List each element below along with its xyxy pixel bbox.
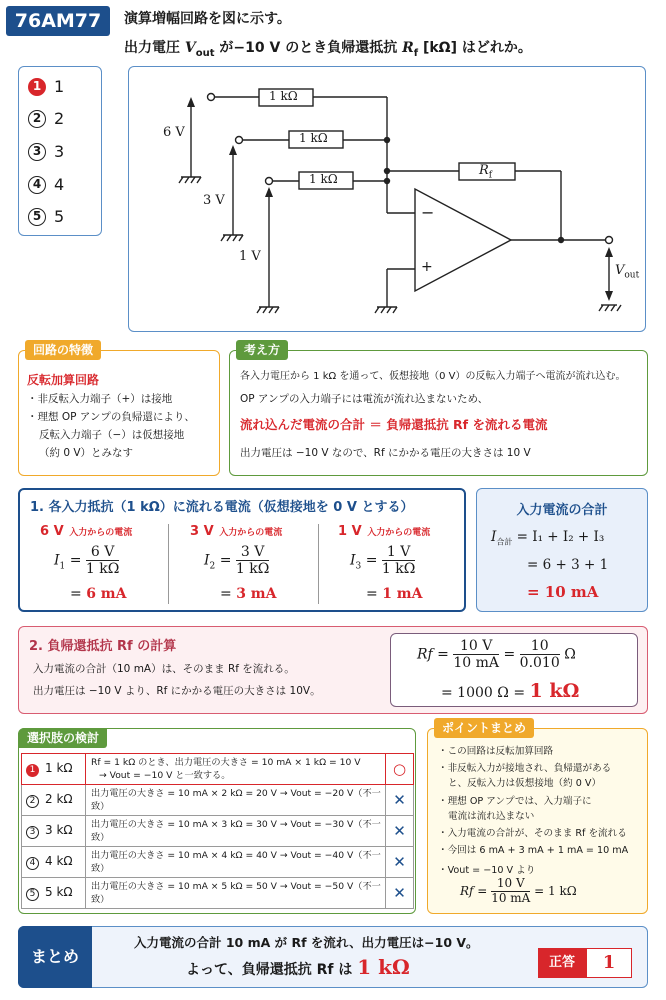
- resistor-r1-label: 1 kΩ: [269, 89, 298, 103]
- choice-number: 1: [26, 764, 39, 777]
- current-sum-result: = 10 mA: [527, 583, 599, 601]
- key-points-tag: ポイントまとめ: [434, 718, 534, 738]
- head-text: 入力からの電流: [367, 528, 431, 538]
- row-choice: [22, 878, 86, 909]
- eq-unit: Ω: [564, 646, 576, 663]
- eq-subscript: 1: [59, 561, 66, 572]
- row-value: 1 kΩ: [45, 761, 73, 775]
- summary-answer-value: 1 kΩ: [357, 955, 410, 979]
- choice-3[interactable]: [28, 142, 64, 161]
- row-explanation: 出力電圧の大きさ = 10 mA × 3 kΩ = 30 V → Vout = −30 V（不一致）: [86, 816, 386, 847]
- approach-line-4: 出力電圧は −10 V なので、Rf にかかる電圧の大きさは 10 V: [240, 447, 531, 459]
- resistor-r2-label: 1 kΩ: [299, 131, 328, 145]
- point-line-8: ・Vout = −10 V より: [438, 865, 536, 876]
- eq-symbol: I: [350, 552, 356, 569]
- answer-label: 正答: [538, 948, 586, 978]
- section-2-line-1: 入力電流の合計（10 mA）は、そのまま Rf を流れる。: [33, 663, 295, 675]
- source-6v-label: 6 V: [163, 125, 185, 140]
- incorrect-mark: ✕: [386, 816, 414, 847]
- feedback-result: 1 kΩ: [529, 680, 580, 702]
- result-value: 3 mA: [236, 586, 277, 602]
- vout-label: [615, 263, 639, 281]
- sum-symbol: I: [491, 529, 497, 545]
- row-choice: [22, 847, 86, 878]
- current-col-2-head: [190, 520, 282, 539]
- current-col-2-result: = 3 mA: [220, 586, 277, 602]
- choice-1[interactable]: [28, 77, 64, 96]
- resistor-r3-label: 1 kΩ: [309, 172, 338, 186]
- table-row: [22, 785, 414, 816]
- sum-subscript: 合計: [496, 537, 513, 547]
- choice-number: 4: [28, 176, 46, 194]
- table-row: [22, 847, 414, 878]
- eq-numerator: 10 V: [491, 877, 530, 892]
- choice-number: 1: [28, 78, 46, 96]
- sum-expression: = I₁ + I₂ + I₃: [512, 529, 605, 545]
- eq-symbol: I: [204, 552, 210, 569]
- eq-denominator: 10 mA: [491, 890, 531, 905]
- question-id-badge: 76AM77: [6, 6, 110, 36]
- section-1-currents: [18, 488, 466, 612]
- rf-subscript: f: [488, 170, 493, 181]
- current-sum-line-2: = 6 + 3 + 1: [527, 557, 609, 573]
- eq-fraction: [236, 544, 269, 577]
- row-value: 4 kΩ: [45, 854, 73, 868]
- rf-subscript: f: [413, 47, 419, 59]
- row-value: 2 kΩ: [45, 792, 73, 806]
- column-divider: [318, 524, 319, 604]
- eq-result-text: = 1000 Ω =: [441, 685, 526, 701]
- eq-subscript: 3: [355, 561, 362, 572]
- point-equation: [460, 877, 577, 906]
- row-text-2: → Vout = −10 V と一致する。: [99, 770, 231, 781]
- point-eq-rhs: = 1 kΩ: [534, 883, 577, 898]
- row-explanation: [86, 754, 386, 785]
- eq-denominator: 1 kΩ: [235, 561, 270, 578]
- features-line-1: ・非反転入力端子（+）は接地: [27, 393, 173, 405]
- choice-number: 3: [26, 826, 39, 839]
- head-voltage: 3 V: [190, 524, 214, 539]
- point-line-5: 電流は流れ込まない: [448, 811, 535, 822]
- eq-fraction-2: [520, 638, 560, 671]
- choice-number: 4: [26, 857, 39, 870]
- current-sum-box: [476, 488, 648, 612]
- current-col-1: [20, 518, 168, 610]
- eq-numerator: 3 V: [236, 544, 269, 561]
- row-choice: [22, 754, 86, 785]
- result-value: 1 mA: [382, 586, 423, 602]
- feedback-eq-line-1: Rf = $\frac{10 V}{10 mA}$ = $\frac{10}{0.010}$ Ω: [417, 638, 576, 672]
- approach-line-1: 各入力電圧から 1 kΩ を通って、仮想接地（0 V）の反転入力端子へ電流が流れ込む。: [240, 371, 626, 382]
- section-2-title: 2. 負帰還抵抗 Rf の計算: [29, 639, 177, 654]
- point-eq-lhs: Rf =: [460, 883, 488, 898]
- row-choice: [22, 816, 86, 847]
- eq-symbol: I: [54, 552, 60, 569]
- choice-label: 3: [54, 142, 65, 161]
- feedback-equation-box: [390, 633, 638, 707]
- point-line-3: と、反転入力は仮想接地（約 0 V）: [448, 778, 602, 789]
- row-explanation: 出力電圧の大きさ = 10 mA × 2 kΩ = 20 V → Vout = −20 V（不一致）: [86, 785, 386, 816]
- eq-numerator: 6 V: [86, 544, 119, 561]
- review-table: [21, 753, 414, 909]
- current-sum-line-1: [491, 529, 604, 548]
- question-text-c: [kΩ] はどれか。: [418, 40, 532, 56]
- head-voltage: 1 V: [338, 524, 362, 539]
- eq-denominator: 1 kΩ: [381, 561, 416, 578]
- eq-lhs: Rf =: [417, 646, 449, 663]
- point-eq-fraction: [491, 877, 530, 906]
- point-line-4: ・理想 OP アンプでは、入力端子に: [438, 796, 592, 807]
- review-tag: 選択肢の検討: [19, 728, 107, 748]
- choice-label: 5: [54, 207, 65, 226]
- features-line-2: ・理想 OP アンプの負帰還により、: [27, 411, 195, 423]
- vout-subscript: out: [624, 270, 640, 281]
- current-col-1-head: [40, 520, 132, 539]
- table-row: [22, 754, 414, 785]
- approach-key-line: 流れ込んだ電流の合計 ＝ 負帰還抵抗 Rf を流れる電流: [240, 417, 548, 432]
- rf-label: [479, 163, 492, 181]
- eq-fraction: [382, 544, 415, 577]
- key-points-box: [427, 721, 648, 914]
- choice-number: 2: [26, 795, 39, 808]
- current-col-1-eq: $I_1$ = $\frac{6 V}{1 k\Omega}$: [54, 544, 120, 578]
- eq-denominator: 0.010: [519, 655, 560, 672]
- row-choice: [22, 785, 86, 816]
- eq-numerator: 10: [520, 638, 560, 655]
- current-col-1-result: = 6 mA: [70, 586, 127, 602]
- approach-tag: 考え方: [236, 340, 288, 360]
- question-line-1: 演算増幅回路を図に示す。: [124, 11, 291, 27]
- point-line-2: ・非反転入力が接地され、負帰還がある: [438, 763, 612, 774]
- summary-tag: まとめ: [18, 926, 92, 988]
- current-sum-title: 入力電流の合計: [516, 503, 608, 518]
- result-value: 6 mA: [86, 586, 127, 602]
- features-tag: 回路の特徴: [25, 340, 101, 360]
- approach-line-2: OP アンプの入力端子には電流が流れ込まないため、: [240, 393, 489, 405]
- head-voltage: 6 V: [40, 524, 64, 539]
- row-text-1: Rf = 1 kΩ のとき、出力電圧の大きさ = 10 mA × 1 kΩ = 10 V: [91, 757, 361, 768]
- feedback-eq-line-2: [441, 680, 579, 702]
- eq-denominator: 10 mA: [453, 655, 500, 672]
- question-line-2: [124, 37, 532, 59]
- vout-symbol: V: [184, 40, 196, 56]
- point-line-6: ・入力電流の合計が、そのまま Rf を流れる: [438, 828, 627, 839]
- eq-subscript: 2: [209, 561, 216, 572]
- choice-number: 5: [26, 888, 39, 901]
- incorrect-mark: ✕: [386, 878, 414, 909]
- answer-value: 1: [586, 948, 632, 978]
- table-row: [22, 878, 414, 909]
- eq-numerator: 1 V: [382, 544, 415, 561]
- eq-numerator: 10 V: [453, 638, 499, 655]
- circuit-diagram: [128, 66, 646, 332]
- eq-fraction: [86, 544, 119, 577]
- current-col-3-eq: $I_3$ = $\frac{1 V}{1 k\Omega}$: [350, 544, 416, 578]
- choice-review-box: [18, 728, 416, 914]
- opamp-plus-sign: +: [421, 259, 433, 275]
- table-row: [22, 816, 414, 847]
- summary-line-1: 入力電流の合計 10 mA が Rf を流れ、出力電圧は−10 V。: [134, 935, 479, 950]
- incorrect-mark: ✕: [386, 785, 414, 816]
- section-1-title: 1. 各入力抵抗（1 kΩ）に流れる電流（仮想接地を 0 V とする）: [30, 500, 414, 515]
- choice-label: 2: [54, 109, 65, 128]
- choice-4[interactable]: [28, 175, 64, 194]
- current-col-3-head: [338, 520, 430, 539]
- choice-number: 3: [28, 143, 46, 161]
- head-text: 入力からの電流: [219, 528, 283, 538]
- section-2-line-2: 出力電圧は −10 V より、Rf にかかる電圧の大きさは 10V。: [33, 685, 321, 697]
- features-line-3: 反転入力端子（−）は仮想接地: [39, 429, 185, 441]
- row-value: 3 kΩ: [45, 823, 73, 837]
- features-title: 反転加算回路: [27, 373, 100, 387]
- features-box: [18, 343, 220, 476]
- point-line-1: ・この回路は反転加算回路: [438, 746, 554, 757]
- choice-number: 2: [28, 110, 46, 128]
- current-col-2-eq: $I_2$ = $\frac{3 V}{1 k\Omega}$: [204, 544, 270, 578]
- question-text-a: 出力電圧: [124, 40, 185, 56]
- column-divider: [168, 524, 169, 604]
- opamp-minus-sign: −: [421, 203, 435, 222]
- incorrect-mark: ✕: [386, 847, 414, 878]
- choice-2[interactable]: [28, 109, 64, 128]
- row-explanation: 出力電圧の大きさ = 10 mA × 4 kΩ = 40 V → Vout = −40 V（不一致）: [86, 847, 386, 878]
- features-line-4: （約 0 V）とみなす: [39, 447, 134, 459]
- eq-denominator: 1 kΩ: [85, 561, 120, 578]
- source-3v-label: 3 V: [203, 193, 225, 208]
- head-text: 入力からの電流: [69, 528, 133, 538]
- question-text-b: が−10 V のとき負帰還抵抗: [214, 40, 403, 56]
- choice-label: 1: [54, 77, 65, 96]
- rf-symbol: R: [479, 163, 489, 178]
- point-line-7: ・今回は 6 mA + 3 mA + 1 mA = 10 mA: [438, 845, 629, 856]
- current-col-3: [320, 518, 466, 610]
- summary-line-2: [186, 955, 410, 979]
- choice-label: 4: [54, 175, 65, 194]
- current-col-2: [170, 518, 318, 610]
- choice-number: 5: [28, 208, 46, 226]
- summary-text: よって、負帰還抵抗 Rf は: [186, 962, 353, 978]
- choices-panel: [18, 66, 102, 236]
- current-col-3-result: = 1 mA: [366, 586, 423, 602]
- row-value: 5 kΩ: [45, 885, 73, 899]
- source-1v-label: 1 V: [239, 249, 261, 264]
- eq-fraction-1: [453, 638, 499, 671]
- choice-5[interactable]: [28, 207, 64, 226]
- rf-symbol: R: [402, 40, 414, 56]
- row-explanation: 出力電圧の大きさ = 10 mA × 5 kΩ = 50 V → Vout = −50 V（不一致）: [86, 878, 386, 909]
- approach-box: [229, 343, 648, 476]
- correct-mark: ○: [386, 754, 414, 785]
- vout-symbol: V: [615, 263, 625, 278]
- vout-subscript: out: [195, 47, 215, 59]
